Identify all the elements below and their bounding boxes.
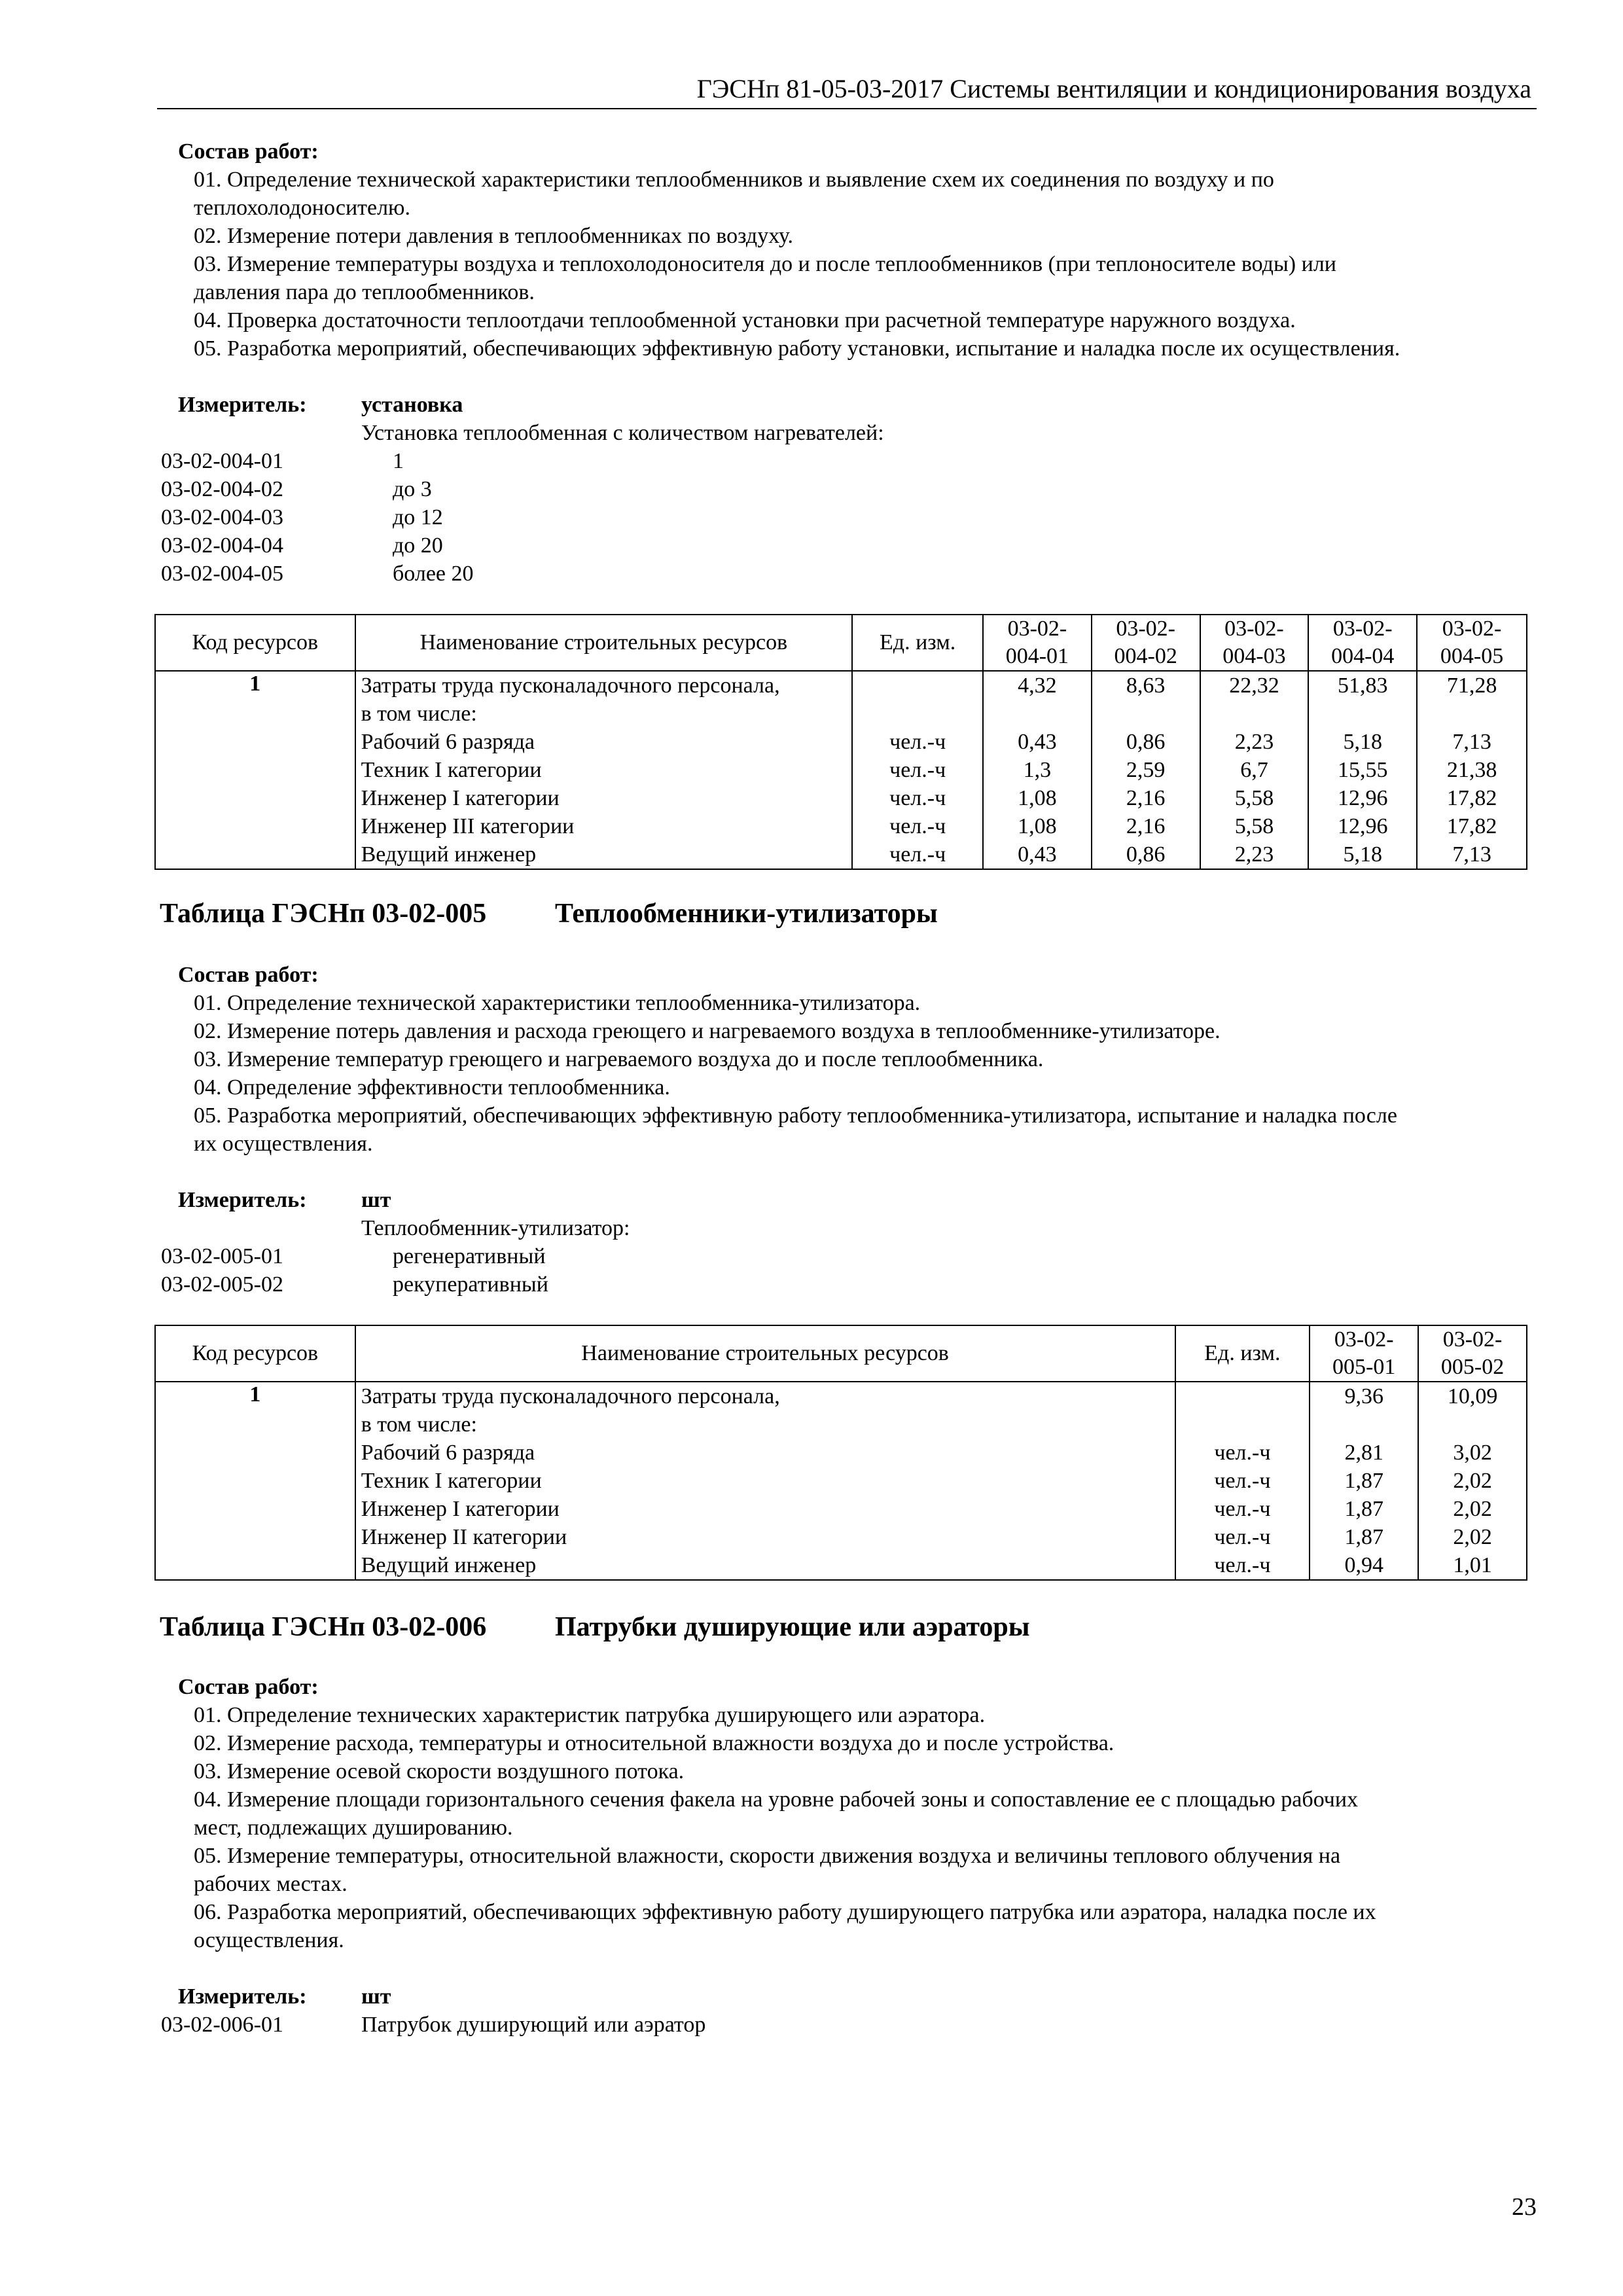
- work-item-cont: их осуществления.: [194, 1132, 373, 1156]
- work-item-cont: давления пара до теплообменников.: [194, 280, 535, 304]
- work-item: 04. Определение эффективности теплообменника.: [194, 1075, 670, 1100]
- work-item-cont: рабочих местах.: [194, 1872, 348, 1896]
- norm-code: 03-02-006-01: [161, 2013, 283, 2037]
- work-item: 05. Измерение температуры, относительной влажности, скорости движения воздуха и величины теплового облучения на: [194, 1844, 1341, 1868]
- table-row: [155, 671, 1527, 869]
- resource-names: Затраты труда пусконаладочного персонала, в том числе: Рабочий 6 разряда Техник I категории Инженер I категории Инженер III категории Ведущий инженер: [355, 671, 853, 869]
- measure-label: Измеритель:: [178, 393, 307, 417]
- col-header-name: Наименование строительных ресурсов: [355, 615, 853, 671]
- measure-label: Измеритель:: [178, 1188, 307, 1212]
- col-header-norm: 03-02- 004-01: [983, 615, 1092, 671]
- work-item: 01. Определение технической характеристики теплообменника-утилизатора.: [194, 991, 921, 1015]
- measure-label: Измеритель:: [178, 1984, 307, 2009]
- table-header-row: [155, 1325, 1527, 1382]
- col-header-code: Код ресурсов: [155, 1325, 355, 1382]
- resource-code: 1: [155, 671, 355, 869]
- norm-values: 51,83 5,18 15,55 12,96 12,96 5,18: [1308, 671, 1417, 869]
- norm-value: регенеративный: [393, 1244, 546, 1268]
- col-header-norm: 03-02- 005-01: [1310, 1325, 1418, 1382]
- resource-units: чел.-ч чел.-ч чел.-ч чел.-ч чел.-ч: [852, 671, 983, 869]
- col-header-norm: 03-02- 004-02: [1092, 615, 1200, 671]
- norm-values: 10,09 3,02 2,02 2,02 2,02 1,01: [1418, 1382, 1527, 1580]
- col-header-norm: 03-02- 004-03: [1200, 615, 1309, 671]
- work-item: 01. Определение технической характеристики теплообменников и выявление схем их соединения по воздуху и по: [194, 168, 1274, 192]
- norm-code: 03-02-004-03: [161, 505, 283, 529]
- work-item: 02. Измерение расхода, температуры и относительной влажности воздуха до и после устройства.: [194, 1731, 1115, 1755]
- measure-unit: шт: [361, 1188, 391, 1212]
- norm-code: 03-02-004-05: [161, 562, 283, 586]
- norm-code: 03-02-005-02: [161, 1272, 283, 1297]
- norm-value: более 20: [393, 562, 474, 586]
- work-item-cont: теплохолодоносителю.: [194, 196, 410, 220]
- section-title-name: Патрубки душирующие или аэраторы: [555, 1612, 1030, 1642]
- col-header-norm: 03-02- 005-02: [1418, 1325, 1527, 1382]
- work-item: 02. Измерение потерь давления и расхода греющего и нагреваемого воздуха в теплообменнике-утилизаторе.: [194, 1019, 1221, 1043]
- work-item: 03. Измерение температуры воздуха и теплохолодоносителя до и после теплообменников (при теплоносителе воды) или: [194, 252, 1336, 276]
- col-header-unit: Ед. изм.: [852, 615, 983, 671]
- page-number: 23: [1512, 2193, 1537, 2221]
- work-item: 05. Разработка мероприятий, обеспечивающих эффективную работу установки, испытание и наладка после их осуществления.: [194, 336, 1400, 361]
- norm-value: до 12: [393, 505, 443, 529]
- col-header-code: Код ресурсов: [155, 615, 355, 671]
- work-item: 03. Измерение осевой скорости воздушного потока.: [194, 1759, 685, 1784]
- norm-value: до 3: [393, 477, 432, 501]
- resource-names: Затраты труда пусконаладочного персонала, в том числе: Рабочий 6 разряда Техник I категории Инженер I категории Инженер II категории Ведущий инженер: [355, 1382, 1175, 1580]
- norm-code: 03-02-004-04: [161, 533, 283, 558]
- work-item: 05. Разработка мероприятий, обеспечивающих эффективную работу теплообменника-утилизатора, испытание и наладка после: [194, 1103, 1397, 1128]
- resource-code: 1: [155, 1382, 355, 1580]
- work-item: 01. Определение технических характеристик патрубка душирующего или аэратора.: [194, 1703, 986, 1727]
- resources-table-005: [154, 1325, 1527, 1581]
- norm-value: рекуперативный: [393, 1272, 548, 1297]
- work-item-cont: мест, подлежащих душированию.: [194, 1816, 513, 1840]
- measure-description: Теплообменник-утилизатор:: [361, 1216, 630, 1240]
- table-header-row: [155, 615, 1527, 671]
- norm-value: 1: [393, 449, 404, 473]
- norm-values: 4,32 0,43 1,3 1,08 1,08 0,43: [983, 671, 1092, 869]
- work-composition-title: Состав работ:: [178, 139, 319, 164]
- work-item: 02. Измерение потери давления в теплообменниках по воздуху.: [194, 224, 794, 248]
- norm-value: до 20: [393, 533, 443, 558]
- norm-values: 8,63 0,86 2,59 2,16 2,16 0,86: [1092, 671, 1200, 869]
- section-title-name: Теплообменники-утилизаторы: [555, 899, 938, 929]
- col-header-name: Наименование строительных ресурсов: [355, 1325, 1175, 1382]
- work-item: 04. Проверка достаточности теплоотдачи теплообменной установки при расчетной температуре наружного воздуха.: [194, 308, 1296, 332]
- work-item-cont: осуществления.: [194, 1928, 344, 1952]
- measure-unit: шт: [361, 1984, 391, 2009]
- norm-values: 71,28 7,13 21,38 17,82 17,82 7,13: [1417, 671, 1527, 869]
- header-rule: [157, 108, 1537, 109]
- norm-values: 9,36 2,81 1,87 1,87 1,87 0,94: [1310, 1382, 1418, 1580]
- col-header-norm: 03-02- 004-04: [1308, 615, 1417, 671]
- norm-code: 03-02-005-01: [161, 1244, 283, 1268]
- norm-value: Патрубок душирующий или аэратор: [361, 2013, 706, 2037]
- norm-code: 03-02-004-01: [161, 449, 283, 473]
- section-title-code: Таблица ГЭСНп 03-02-005: [160, 899, 487, 929]
- measure-unit: установка: [361, 393, 463, 417]
- col-header-norm: 03-02- 004-05: [1417, 615, 1527, 671]
- work-item: 04. Измерение площади горизонтального сечения факела на уровне рабочей зоны и сопоставление ее с площадью рабочих: [194, 1787, 1359, 1812]
- resource-units: чел.-ч чел.-ч чел.-ч чел.-ч чел.-ч: [1175, 1382, 1310, 1580]
- work-composition-title: Состав работ:: [178, 963, 319, 987]
- measure-description: Установка теплообменная с количеством нагревателей:: [361, 421, 884, 445]
- norm-code: 03-02-004-02: [161, 477, 283, 501]
- work-item: 06. Разработка мероприятий, обеспечивающих эффективную работу душирующего патрубка или аэратора, наладка после их: [194, 1900, 1376, 1924]
- table-row: [155, 1382, 1527, 1580]
- col-header-unit: Ед. изм.: [1175, 1325, 1310, 1382]
- resources-table-004: [154, 614, 1527, 870]
- section-title-code: Таблица ГЭСНп 03-02-006: [160, 1612, 487, 1642]
- running-header: ГЭСНп 81-05-03-2017 Системы вентиляции и кондиционирования воздуха: [696, 74, 1531, 103]
- work-item: 03. Измерение температур греющего и нагреваемого воздуха до и после теплообменника.: [194, 1047, 1044, 1071]
- norm-values: 22,32 2,23 6,7 5,58 5,58 2,23: [1200, 671, 1309, 869]
- work-composition-title: Состав работ:: [178, 1675, 319, 1699]
